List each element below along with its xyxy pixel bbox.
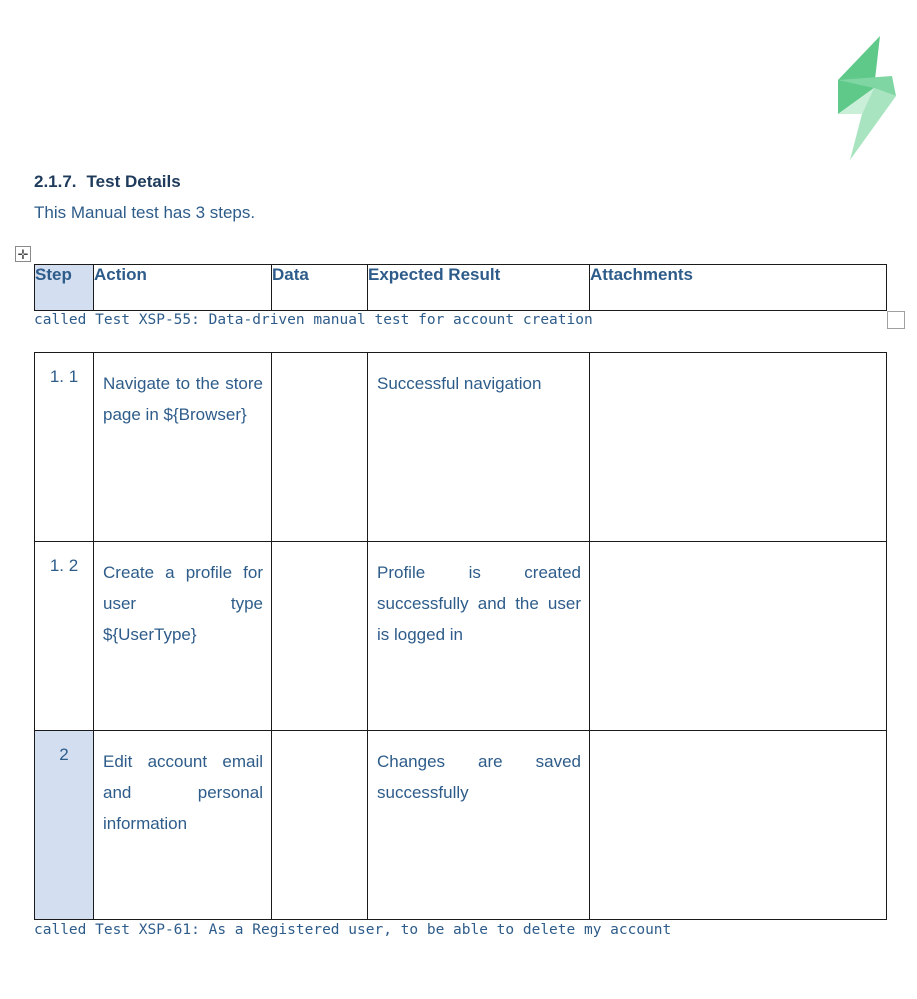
step-number: 2: [35, 731, 94, 920]
step-expected-result[interactable]: Profile is created successfully and the user is logged in: [368, 542, 590, 731]
step-action[interactable]: Navigate to the store page in ${Browser}: [94, 353, 272, 542]
step-data[interactable]: [272, 731, 368, 920]
field-code-second: called Test XSP-61: As a Registered user, to be able to delete my account: [34, 922, 672, 938]
step-expected-result[interactable]: Changes are saved successfully: [368, 731, 590, 920]
step-attachments[interactable]: [590, 542, 887, 731]
steps-header-table: [34, 264, 887, 311]
step-attachments[interactable]: [590, 353, 887, 542]
step-attachments[interactable]: [590, 731, 887, 920]
header-expected-result: Expected Result: [368, 265, 590, 311]
table-row: [35, 542, 887, 731]
step-data[interactable]: [272, 542, 368, 731]
section-heading: [34, 172, 181, 192]
table-row: [35, 353, 887, 542]
step-action[interactable]: Edit account email and personal information: [94, 731, 272, 920]
table-row: [35, 731, 887, 920]
header-data: Data: [272, 265, 368, 311]
header-attachments: Attachments: [590, 265, 887, 311]
header-step: Step: [35, 265, 94, 311]
step-action[interactable]: Create a profile for user type ${UserType}: [94, 542, 272, 731]
field-code-first: called Test XSP-55: Data-driven manual test for account creation: [34, 312, 593, 328]
step-number: 1. 2: [35, 542, 94, 731]
section-number: 2.1.7.: [34, 172, 77, 191]
intro-text: This Manual test has 3 steps.: [34, 203, 256, 222]
step-expected-result[interactable]: Successful navigation: [368, 353, 590, 542]
header-action: Action: [94, 265, 272, 311]
section-title: Test Details: [86, 172, 181, 191]
step-data[interactable]: [272, 353, 368, 542]
steps-table: [34, 352, 887, 920]
move-arrows-icon[interactable]: ✛: [15, 246, 31, 262]
lightning-bolt-icon: [834, 34, 900, 162]
cell-end-marker: [887, 311, 905, 329]
step-number: 1. 1: [35, 353, 94, 542]
